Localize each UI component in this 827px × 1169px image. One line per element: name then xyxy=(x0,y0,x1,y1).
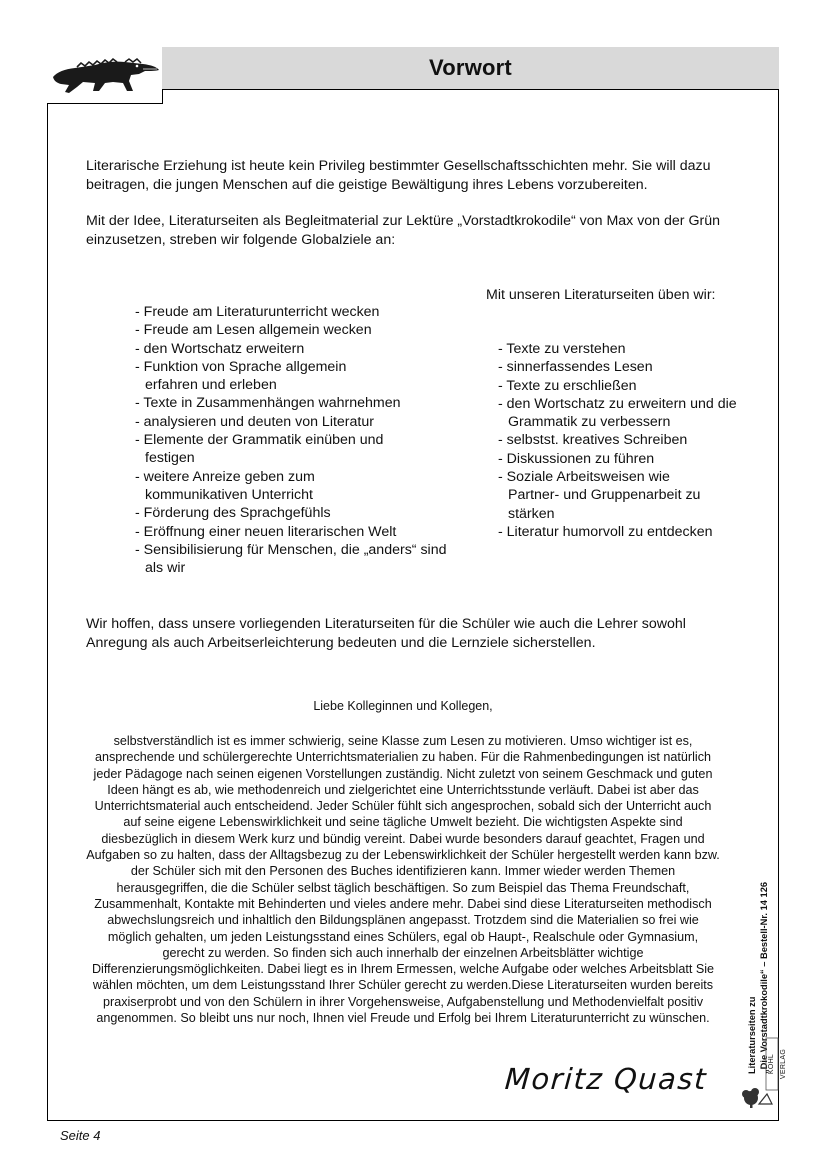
intro-paragraph-2: Mit der Idee, Literaturseiten als Begleitmaterial zur Lektüre „Vorstadtkrokodile“ von Max von der Grün einzusetzen, streben wir folgende Globalziele an: xyxy=(86,213,721,248)
signature: Moritz Quast xyxy=(503,1062,709,1096)
letter-salutation: Liebe Kolleginnen und Kollegen, xyxy=(313,699,493,713)
title-bar xyxy=(162,47,779,90)
list-item: - Funktion von Sprache allgemein erfahren und erleben xyxy=(135,358,347,394)
letter-body: selbstverständlich ist es immer schwierig, seine Klasse zum Lesen zu motivieren. Umso wichtiger ist es, ansprechende und schülergerechte Unterrichtsmaterialien zu haben. Für die Rahmenbedingungen ist natürlich jeder Pädagoge nach seinen eigenen Vorstellungen zuständig. Nicht zuletzt von seinem Geschmack und guten Ideen hängt es ab, wie methodenreich und zielgerichtet eine Unterrichtsstunde verläuft. Dabei ist aber das Unterrichtsmaterial auch entscheidend. Jeder Schüler fühlt sich angesprochen, sobald sich der Unterricht auch auf seine eigene Lebenswirklichkeit und seine tägliche Umwelt bezieht. Die wichtigsten Aspekte sind diesbezüglich in diesem Werk kurz und bündig vereint. Dabei wurde besonders darauf geachtet, Fragen und Aufgaben so zu halten, dass der Alltagsbezug zu der Lebenswirklichkeit der Schüler hergestellt werden kann bzw. der Schüler sich mit den Personen des Buches identifizieren kann. Immer wieder werden Themen herausgegriffen, die die Schüler selbst täglich beschäftigen. So zum Beispiel das Thema Freundschaft, Zusammenhalt, Kontakte mit Behinderten und vieles andere mehr. Dabei sind diese Literaturseiten methodisch abwechslungsreich und inhaltlich den Bildungsplänen angepasst. Trotzdem sind die Materialien so frei wie möglich gehalten, um jeden Leistungsstand eines Schülers, egal ob Haupt-, Realschule oder Gymnasium, gerecht zu werden. So finden sich auch innerhalb der einzelnen Arbeitsblätter wichtige Differenzierungsmöglichkeiten. Dabei liegt es in Ihrem Ermessen, welche Aufgabe oder welches Arbeitsblatt Sie wählen möchten, um dem Leistungsstand Ihrer Schüler gerecht zu werden.Diese Literaturseiten wurden bereits praxiserprobt und von den Schülern in ihrer Vorgehensweise, Aufgabenstellung und Methodenvielfalt positiv angenommen. So bleibt uns nur noch, Ihnen viel Freude und Erfolg bei Ihrem Literaturunterricht zu wünschen. xyxy=(86,734,720,1026)
publisher-logo xyxy=(741,1032,787,1112)
list-item: - Eröffnung einer neuen literarischen Welt xyxy=(135,523,397,540)
list-item: - Freude am Lesen allgemein wecken xyxy=(135,322,372,339)
list-item: - den Wortschatz zu erweitern und die Grammatik zu verbessern xyxy=(498,395,737,431)
list-item: - selbstst. kreatives Schreiben xyxy=(498,432,688,449)
list-item: - Soziale Arbeitsweisen wie Partner- und Gruppenarbeit zu stärken xyxy=(498,469,701,522)
closing-paragraph: Wir hoffen, dass unsere vorliegenden Literaturseiten für die Schüler wie auch die Lehrer sowohl Anregung als auch Arbeitserleichterung bedeuten und die Lernziele sicherstellen. xyxy=(86,616,686,651)
practice-list xyxy=(498,340,748,541)
list-item: - den Wortschatz erweitern xyxy=(135,340,305,357)
logo-box xyxy=(47,47,163,104)
list-item: - analysieren und deuten von Literatur xyxy=(135,413,374,430)
list-item: - Literatur humorvoll zu entdecken xyxy=(498,523,713,540)
practice-heading: Mit unseren Literaturseiten üben wir: xyxy=(486,287,716,303)
list-item: - Texte zu verstehen xyxy=(498,341,626,357)
list-item: - Förderung des Sprachgefühls xyxy=(135,505,331,522)
page-title: Vorwort xyxy=(429,55,512,80)
publisher-name: KOHL VERLAG xyxy=(768,1048,787,1080)
crocodile-icon xyxy=(47,47,161,102)
list-item: - Elemente der Grammatik einüben und festigen xyxy=(135,432,384,467)
sidebar-series: Literaturseiten zu xyxy=(747,996,757,1074)
list-item: - Texte in Zusammenhängen wahrnehmen xyxy=(135,395,401,412)
intro-paragraph-1: Literarische Erziehung ist heute kein Privileg bestimmter Gesellschaftsschichten mehr. Sie will dazu beitragen, die jungen Menschen auf die geistige Bewältigung ihres Lebens vorzubereiten. xyxy=(86,158,711,193)
list-item: - Texte zu erschließen xyxy=(498,377,637,394)
list-item: - Sensibilisierung für Menschen, die „anders“ sind als wir xyxy=(135,541,447,577)
list-item: - Diskussionen zu führen xyxy=(498,450,655,467)
list-item: - Freude am Literaturunterricht wecken xyxy=(135,304,380,320)
sidebar-title-order: „Die Vorstadtkrokodile“ – Bestell-Nr. 14 126 xyxy=(759,881,769,1074)
list-item: - weitere Anreize geben zum kommunikativen Unterricht xyxy=(135,468,315,503)
list-item: - sinnerfassendes Lesen xyxy=(498,359,653,376)
page-number: Seite 4 xyxy=(60,1128,101,1143)
goals-list xyxy=(135,303,455,577)
